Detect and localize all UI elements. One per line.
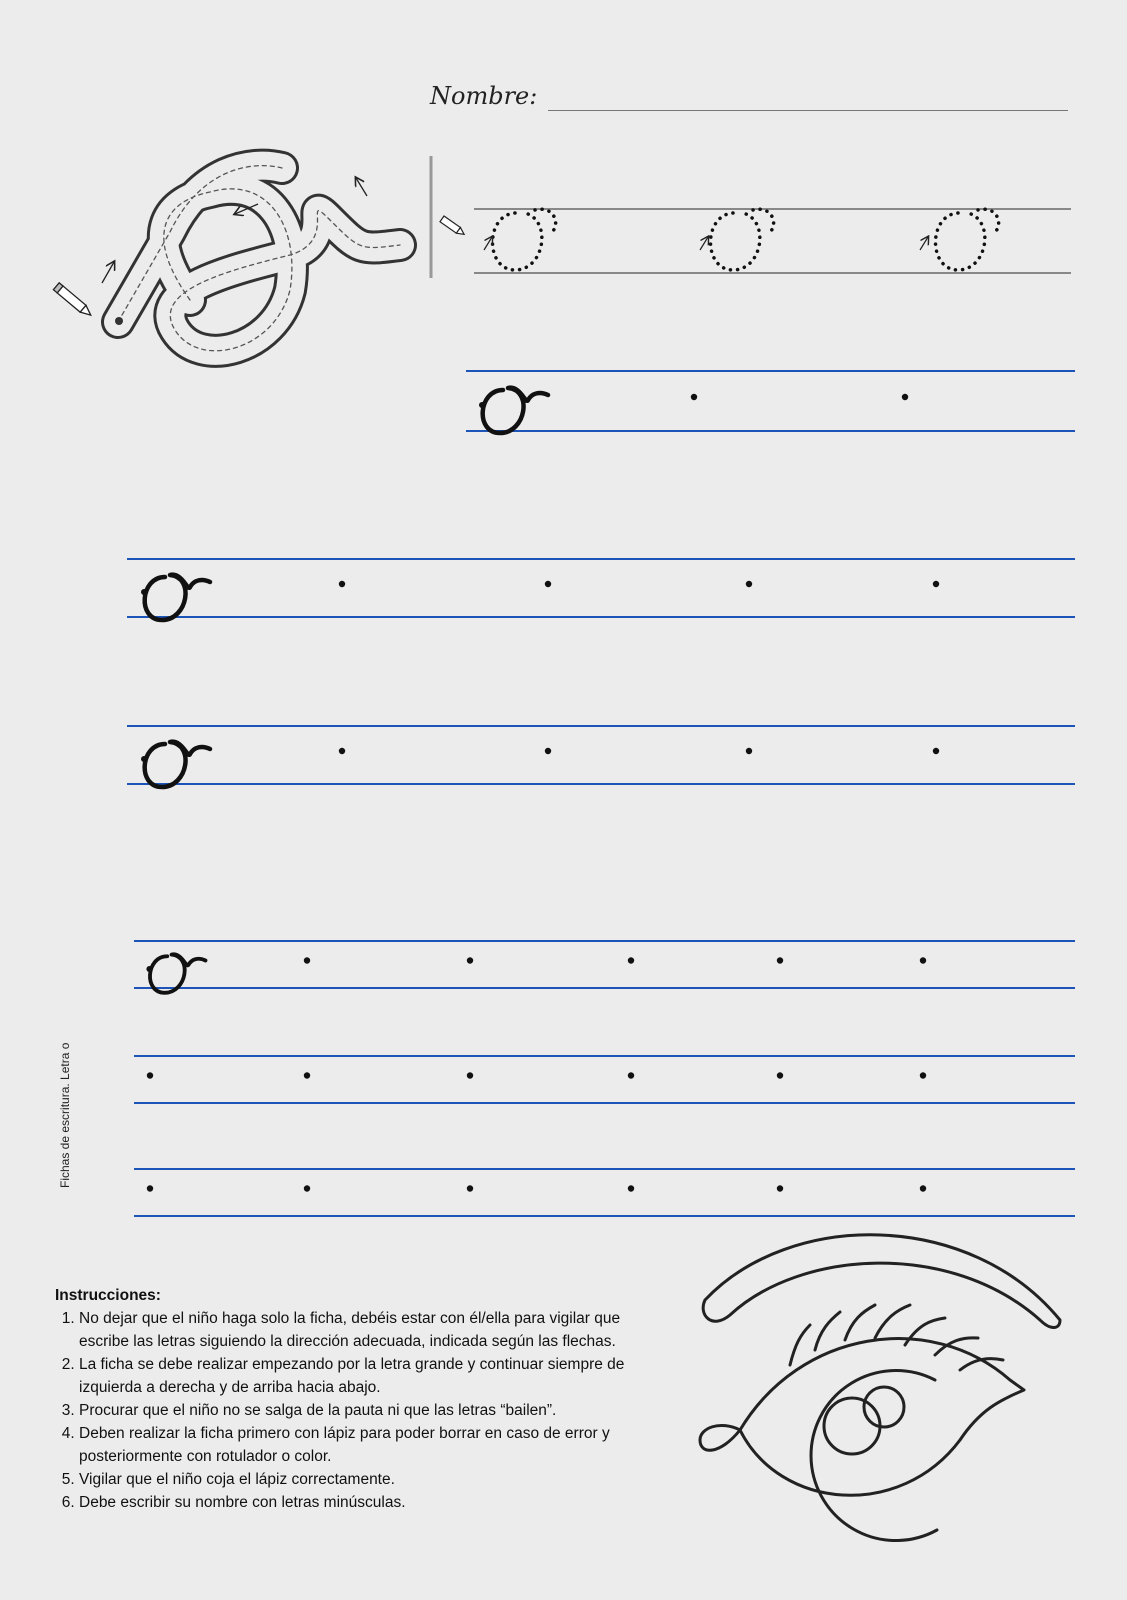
start-dot: [628, 1072, 634, 1078]
model-letter-o: [145, 742, 210, 787]
instruction-item: 5. Vigilar que el niño coja el lápiz correctamente.: [79, 1468, 635, 1491]
start-dot: [147, 1072, 153, 1078]
instruction-item: 3. Procurar que el niño no se salga de la pauta ni que las letras “bailen”.: [79, 1399, 635, 1422]
start-dot: [545, 581, 551, 587]
instructions-block: [55, 1284, 635, 1514]
start-dot: [777, 1072, 783, 1078]
instructions-title: Instrucciones:: [55, 1287, 161, 1304]
start-dot: [691, 394, 697, 400]
start-dot: [545, 748, 551, 754]
arrow-icon: [700, 237, 708, 250]
dotted-letter-o: [493, 209, 556, 270]
start-dot: [479, 402, 485, 408]
start-dot: [628, 957, 634, 963]
start-dot: [920, 1185, 926, 1191]
start-dot: [304, 957, 310, 963]
start-dot: [933, 581, 939, 587]
practice-row[interactable]: [466, 371, 1075, 433]
start-dot: [467, 1072, 473, 1078]
start-dot: [146, 966, 152, 972]
start-dot: [339, 581, 345, 587]
start-dot: [141, 756, 147, 762]
pencil-icon: [53, 283, 93, 319]
start-dot: [147, 1185, 153, 1191]
practice-row[interactable]: [134, 941, 1075, 993]
instructions-list: [55, 1307, 635, 1514]
practice-rows: [127, 371, 1075, 1216]
model-letter-o: [145, 575, 210, 620]
instruction-item: 2. La ficha se debe realizar empezando por la letra grande y continuar siempre de izquierda a derecha y de arriba hacia abajo.: [79, 1353, 635, 1399]
instruction-item: 4. Deben realizar la ficha primero con lápiz para poder borrar en caso de error y posteriormente con rotulador o color.: [79, 1422, 635, 1468]
dotted-letter-o: [711, 209, 774, 270]
start-dot: [467, 957, 473, 963]
model-letter-o: [483, 388, 548, 433]
arrow-icon: [920, 237, 928, 250]
start-dot: [746, 748, 752, 754]
start-dot: [339, 748, 345, 754]
start-dot: [920, 1072, 926, 1078]
name-label: Nombre:: [430, 82, 538, 110]
pencil-icon: [440, 216, 466, 237]
start-dot: [304, 1185, 310, 1191]
eye-illustration: [700, 1235, 1060, 1541]
start-dot: [777, 957, 783, 963]
practice-row[interactable]: [127, 559, 1075, 620]
start-dot: [902, 394, 908, 400]
instruction-item: 6. Debe escribir su nombre con letras minúsculas.: [79, 1491, 635, 1514]
start-dot: [933, 748, 939, 754]
arrow-icon: [102, 262, 114, 283]
dotted-letter-o: [936, 209, 999, 270]
instruction-item: 1. No dejar que el niño haga solo la ficha, debéis estar con él/ella para vigilar que escribe las letras siguiendo la dirección adecuada, indicada según las flechas.: [79, 1307, 635, 1353]
start-dot: [304, 1072, 310, 1078]
arrow-icon: [356, 178, 367, 196]
start-dot: [467, 1185, 473, 1191]
start-dot: [628, 1185, 634, 1191]
side-caption: Fichas de escritura. Letra o: [58, 1042, 72, 1188]
start-dot: [141, 589, 147, 595]
start-dot: [777, 1185, 783, 1191]
practice-row[interactable]: [134, 1169, 1075, 1216]
start-dot: [746, 581, 752, 587]
practice-row[interactable]: [134, 1056, 1075, 1103]
big-letter-o-outline: [115, 166, 400, 351]
arrow-icon: [484, 237, 492, 250]
start-dot: [920, 957, 926, 963]
practice-row[interactable]: [127, 726, 1075, 787]
